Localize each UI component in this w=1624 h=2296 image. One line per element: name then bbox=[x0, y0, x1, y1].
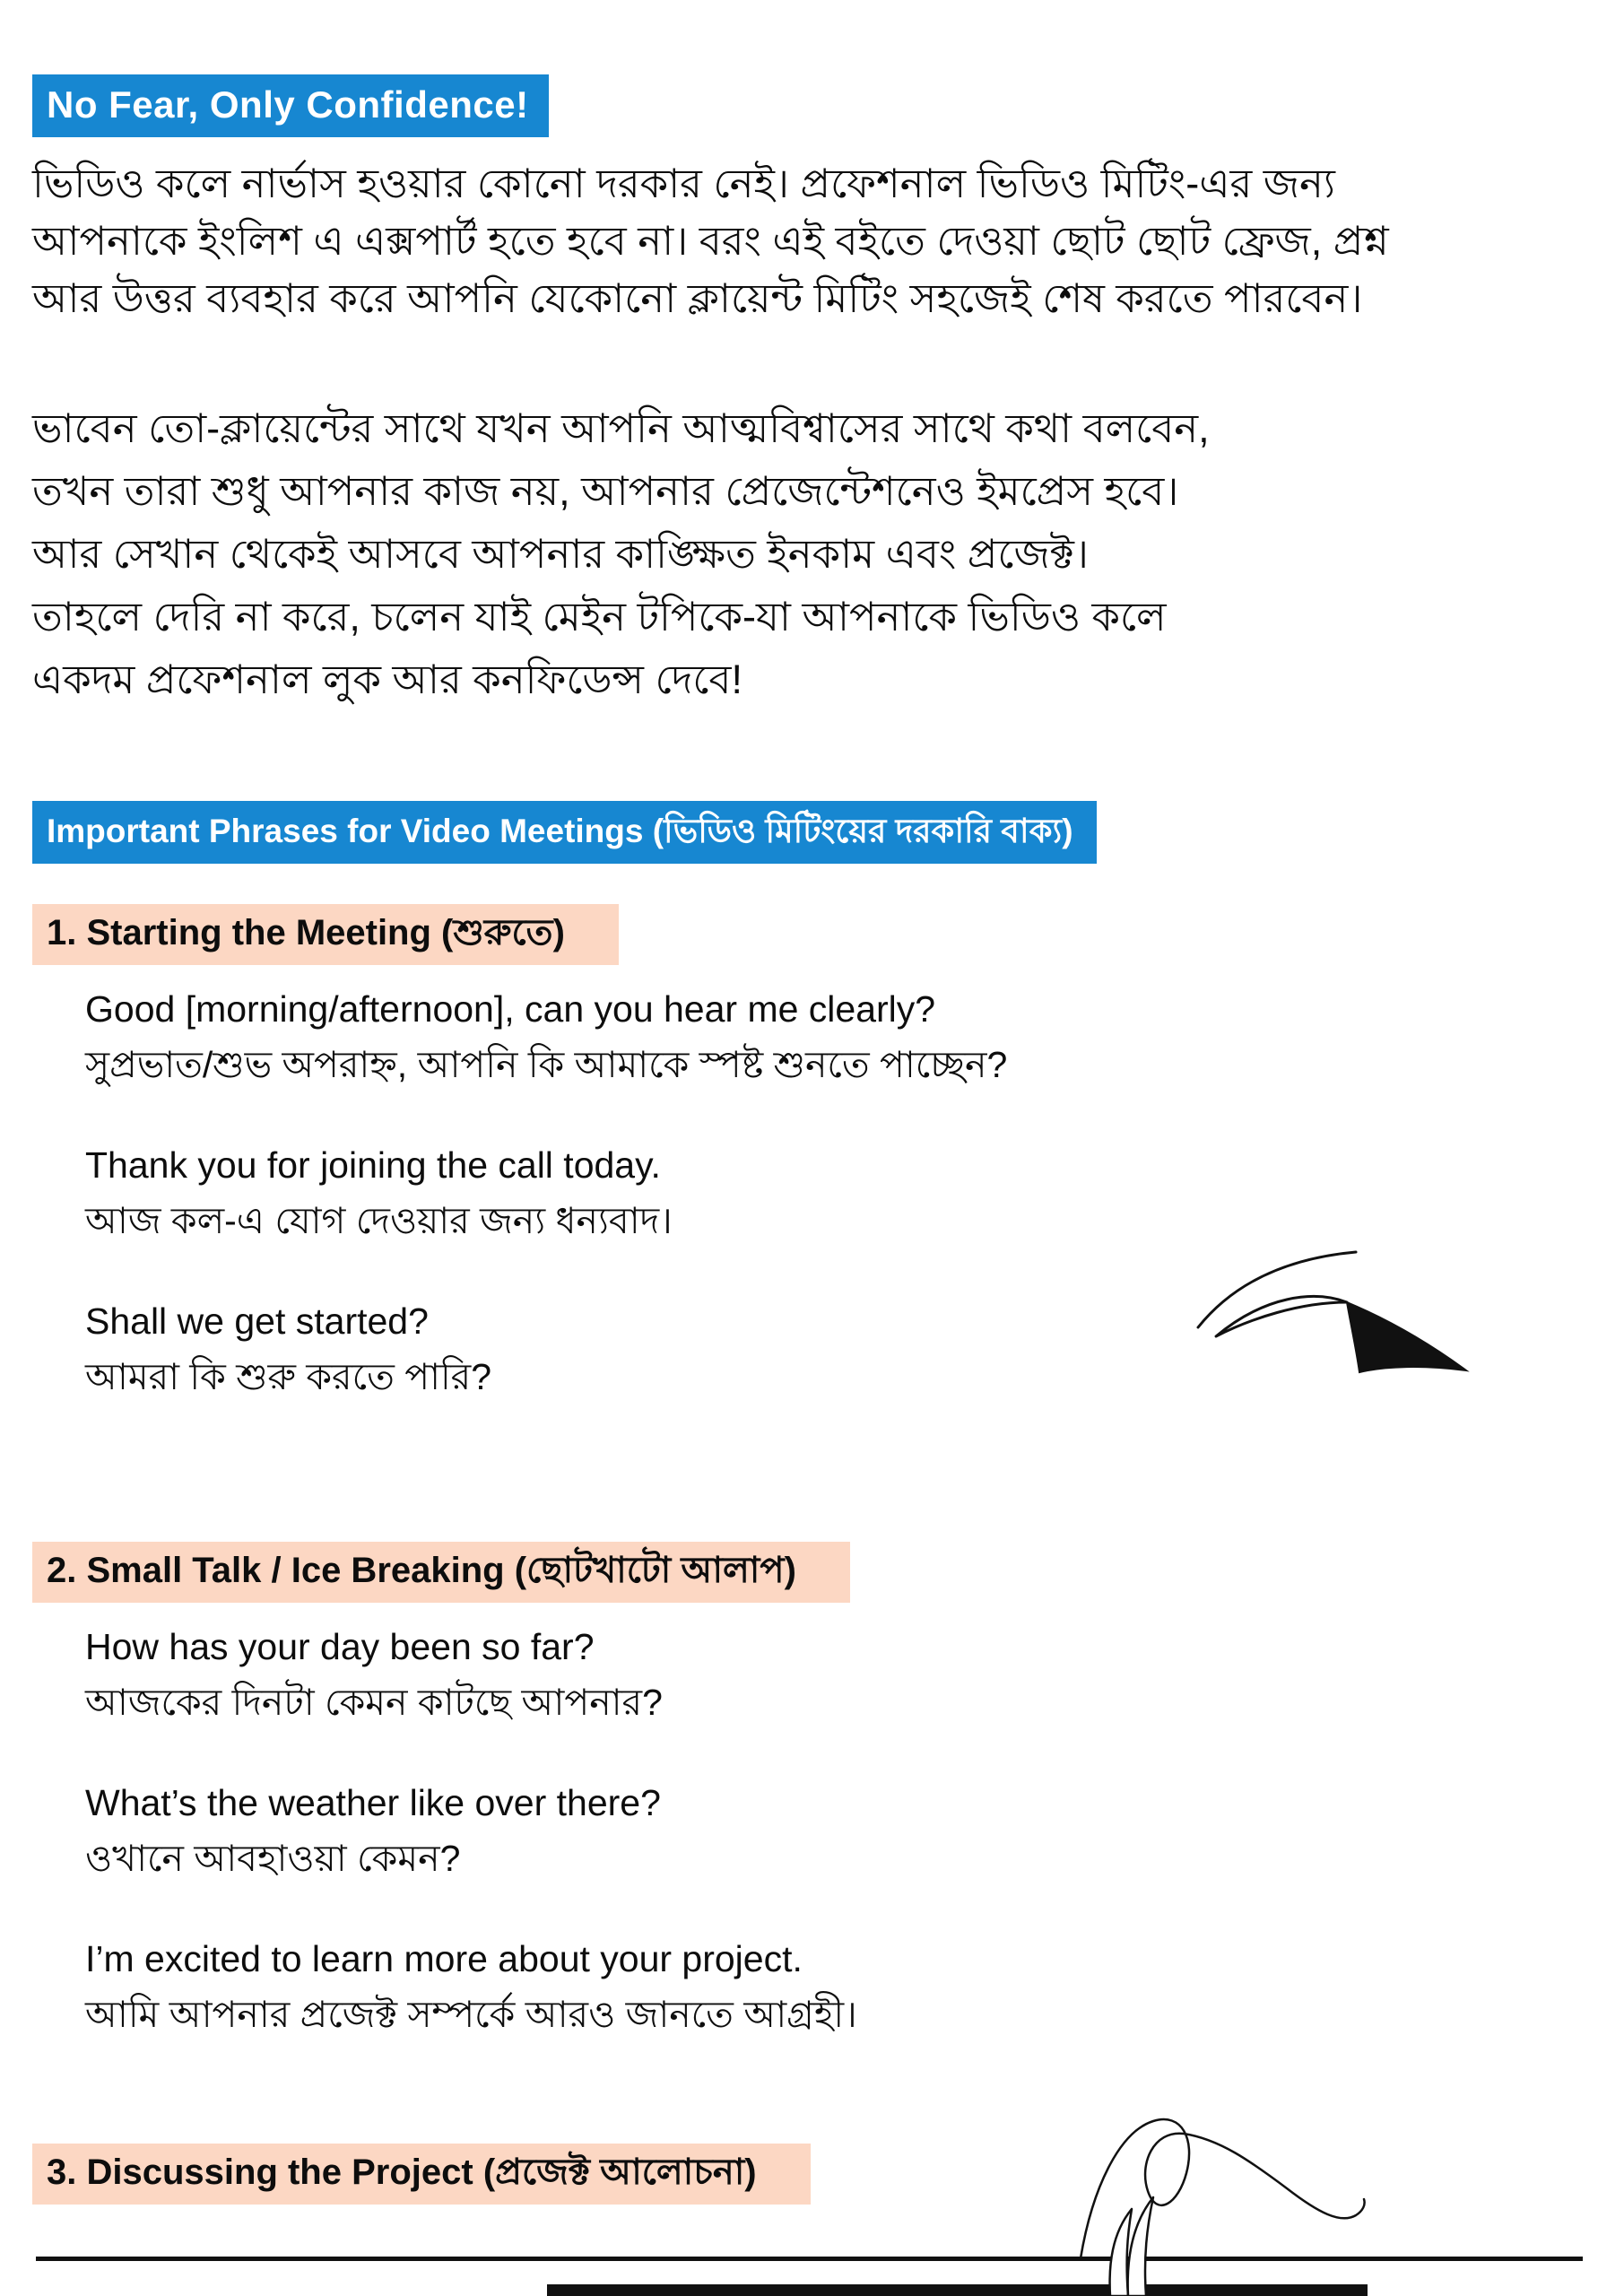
phrase-pair bbox=[85, 981, 1624, 1092]
important-phrases-banner: Important Phrases for Video Meetings (ভিডিও মিটিংয়ের দরকারি বাক্য) bbox=[32, 801, 1097, 864]
paragraph-line: আর উত্তর ব্যবহার করে আপনি যেকোনো ক্লায়েন্ট মিটিং সহজেই শেষ করতে পারবেন। bbox=[32, 275, 1363, 321]
header-badge: No Fear, Only Confidence! bbox=[32, 74, 549, 137]
phrase-pair bbox=[85, 1619, 1624, 1730]
paragraph-line: আপনাকে ইংলিশ এ এক্সপার্ট হতে হবে না। বরং এই বইতে দেওয়া ছোট ছোট ফ্রেজ, প্রশ্ন bbox=[32, 218, 1389, 264]
phrase-pair bbox=[85, 1137, 1624, 1248]
intro-paragraph-1 bbox=[32, 155, 1597, 327]
paragraph-line: তখন তারা শুধু আপনার কাজ নয়, আপনার প্রেজেন্টেশনেও ইমপ্রেস হবে। bbox=[32, 468, 1179, 514]
phrase-english: How has your day been so far? bbox=[85, 1626, 595, 1667]
paragraph-line: ভিডিও কলে নার্ভাস হওয়ার কোনো দরকার নেই। প্রফেশনাল ভিডিও মিটিং-এর জন্য bbox=[32, 161, 1335, 206]
paragraph-line: ভাবেন তো-ক্লায়েন্টের সাথে যখন আপনি আত্মবিশ্বাসের সাথে কথা বলবেন, bbox=[32, 405, 1210, 451]
swoosh-graphic bbox=[1184, 1247, 1489, 1408]
section-heading-1: 1. Starting the Meeting (শুরুতে) bbox=[32, 904, 619, 965]
phrase-bengali: আজ কল-এ যোগ দেওয়ার জন্য ধন্যবাদ। bbox=[85, 1200, 673, 1241]
section-heading-3: 3. Discussing the Project (প্রজেক্ট আলোচনা) bbox=[32, 2144, 811, 2205]
phrase-pair bbox=[85, 1931, 1624, 2042]
phrase-bengali: আমরা কি শুরু করতে পারি? bbox=[85, 1356, 492, 1397]
phrase-english: Good [morning/afternoon], can you hear me clearly? bbox=[85, 988, 936, 1030]
paragraph-line: আর সেখান থেকেই আসবে আপনার কাঙ্ক্ষিত ইনকাম এবং প্রজেক্ট। bbox=[32, 531, 1089, 577]
phrase-bengali: আমি আপনার প্রজেক্ট সম্পর্কে আরও জানতে আগ্রহী। bbox=[85, 1994, 857, 2035]
intro-paragraph-2 bbox=[32, 397, 1597, 711]
phrase-english: Shall we get started? bbox=[85, 1300, 429, 1342]
phrase-english: I’m excited to learn more about your project. bbox=[85, 1938, 803, 1979]
paragraph-line: একদম প্রফেশনাল লুক আর কনফিডেন্স দেবে! bbox=[32, 657, 743, 702]
section-heading-2: 2. Small Talk / Ice Breaking (ছোটখাটো আলাপ) bbox=[32, 1542, 850, 1603]
phrase-bengali: সুপ্রভাত/শুভ অপরাহ্ন, আপনি কি আমাকে স্পষ্ট শুনতে পাচ্ছেন? bbox=[85, 1044, 1008, 1085]
phrase-section-2 bbox=[0, 1449, 1624, 2042]
phrase-bengali: ওখানে আবহাওয়া কেমন? bbox=[85, 1838, 461, 1879]
phrase-list bbox=[85, 1619, 1624, 2042]
phrase-english: Thank you for joining the call today. bbox=[85, 1144, 661, 1186]
phrase-pair bbox=[85, 1775, 1624, 1886]
phrase-bengali: আজকের দিনটা কেমন কাটছে আপনার? bbox=[85, 1682, 663, 1723]
flourish-graphic bbox=[977, 2112, 1390, 2296]
phrase-english: What’s the weather like over there? bbox=[85, 1782, 661, 1823]
paragraph-line: তাহলে দেরি না করে, চলেন যাই মেইন টপিকে-যা আপনাকে ভিডিও কলে bbox=[32, 594, 1167, 639]
